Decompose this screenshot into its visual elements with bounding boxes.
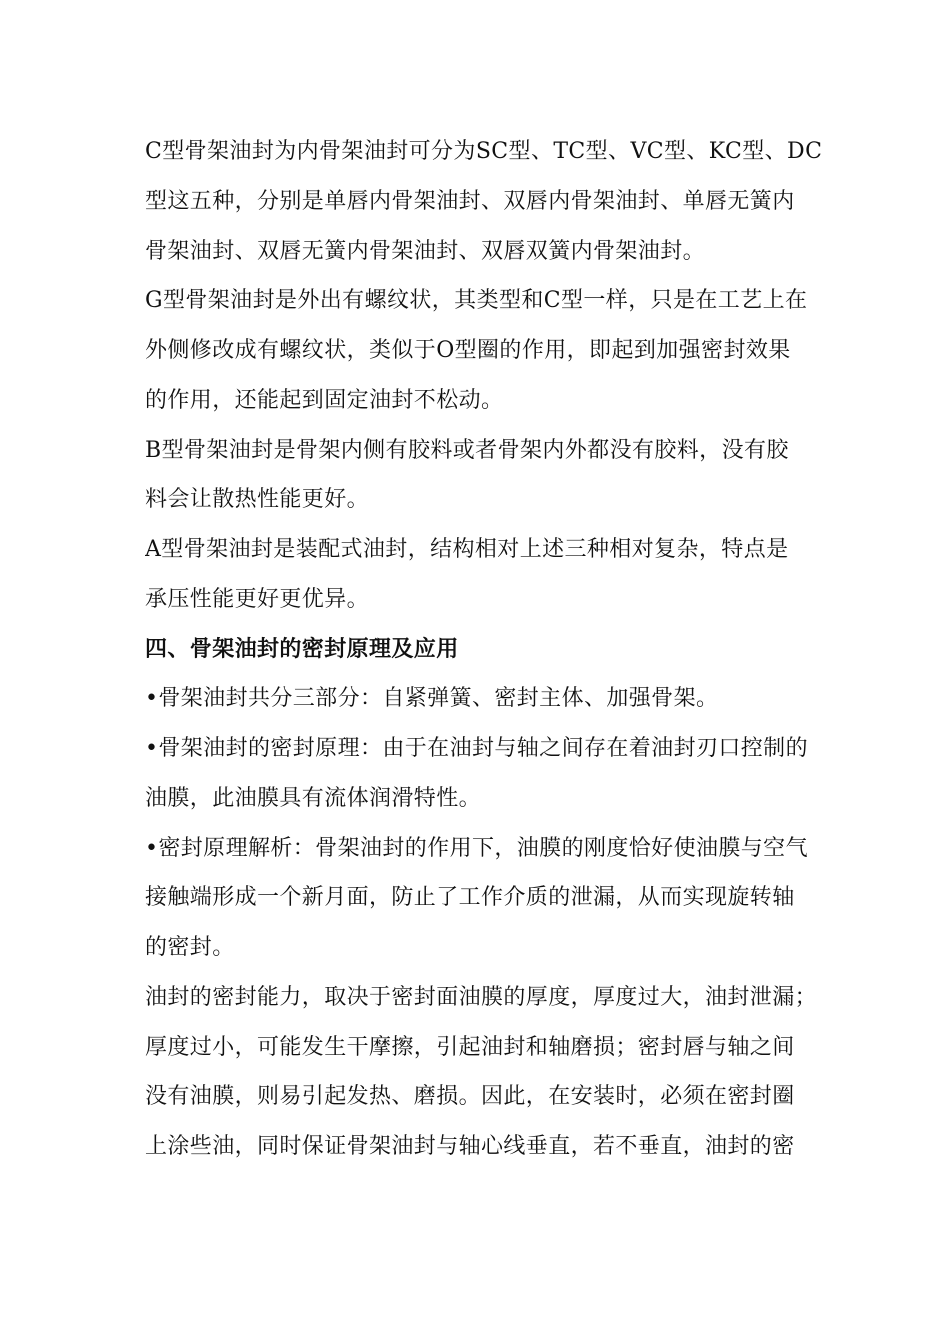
text-line: C型骨架油封为内骨架油封可分为SC型、TC型、VC型、KC型、DC [145, 139, 823, 164]
text-line: 料会让散热性能更好。 [145, 487, 370, 513]
bullet-principle [145, 724, 835, 824]
paragraph-g-type [145, 276, 835, 425]
paragraph-c-type [145, 127, 835, 276]
text-line: 的密封。 [145, 935, 235, 960]
text-line: A型骨架油封是装配式油封，结构相对上述三种相对复杂，特点是 [145, 537, 789, 562]
text-line: B型骨架油封是骨架内侧有胶料或者骨架内外都没有胶料，没有胶 [145, 437, 789, 463]
paragraph-b-type [145, 426, 835, 526]
text-line: 的作用，还能起到固定油封不松动。 [145, 387, 504, 413]
bullet-components [145, 674, 835, 724]
text-line: 型这五种，分别是单唇内骨架油封、双唇内骨架油封、单唇无簧内 [145, 188, 795, 214]
bullet-analysis [145, 824, 835, 973]
section-heading [145, 625, 835, 675]
text-line: 油封的密封能力，取决于密封面油膜的厚度，厚度过大，油封泄漏； [145, 984, 818, 1010]
paragraph-sealing-capacity [145, 973, 835, 1172]
text-line: 没有油膜，则易引起发热、磨损。因此，在安装时，必须在密封圈 [145, 1084, 795, 1110]
text-line: 厚度过小，可能发生干摩擦，引起油封和轴磨损；密封唇与轴之间 [145, 1034, 795, 1060]
document-body [145, 127, 835, 1172]
text-line: 外侧修改成有螺纹状，类似于O型圈的作用，即起到加强密封效果 [145, 338, 791, 363]
text-line: 上涂些油，同时保证骨架油封与轴心线垂直，若不垂直，油封的密 [145, 1134, 795, 1159]
bullet-line: •骨架油封共分三部分：自紧弹簧、密封主体、加强骨架。 [145, 686, 719, 712]
bullet-line: •密封原理解析：骨架油封的作用下，油膜的刚度恰好使油膜与空气 [145, 835, 808, 861]
text-line: 承压性能更好更优异。 [145, 586, 370, 612]
bullet-line: •骨架油封的密封原理：由于在油封与轴之间存在着油封刃口控制的 [145, 736, 808, 761]
text-line: G型骨架油封是外出有螺纹状，其类型和C型一样，只是在工艺上在 [145, 288, 808, 314]
text-line: 骨架油封、双唇无簧内骨架油封、双唇双簧内骨架油封。 [145, 238, 706, 264]
section-heading-text: 四、骨架油封的密封原理及应用 [145, 635, 459, 662]
text-line: 接触端形成一个新月面，防止了工作介质的泄漏，从而实现旋转轴 [145, 885, 795, 911]
paragraph-a-type [145, 525, 835, 625]
text-line: 油膜，此油膜具有流体润滑特性。 [145, 785, 482, 811]
